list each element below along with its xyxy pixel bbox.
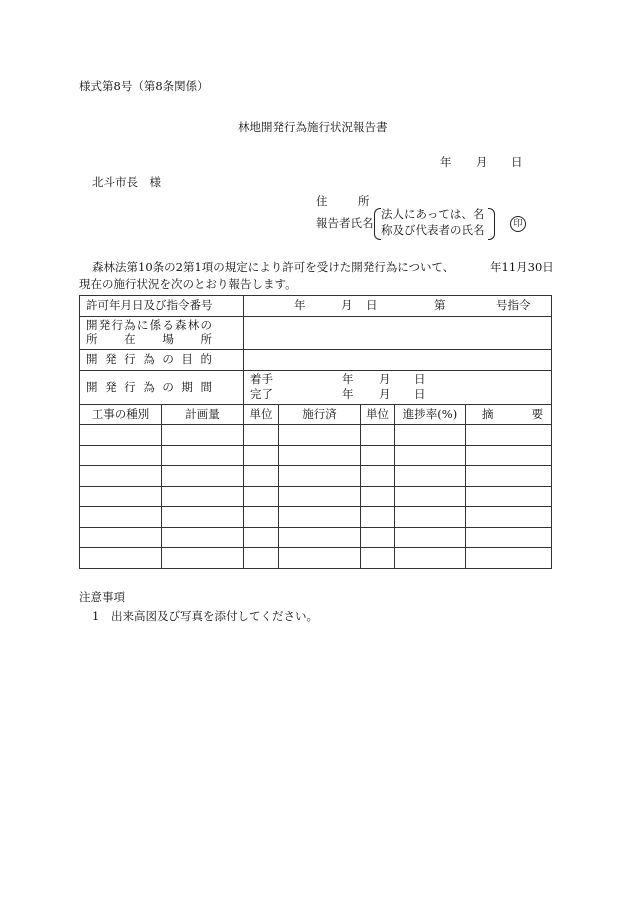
table-row [80,548,552,569]
table-cell[interactable] [361,466,395,487]
body-text-line1: 森林法第10条の2第1項の規定により許可を受けた開発行為について、 [92,260,455,274]
note-text: 出来高図及び写真を添付してください。 [110,609,318,623]
col-remarks-1: 摘 [482,406,494,421]
table-cell[interactable] [279,548,361,569]
purpose-label: 開 発 行 為 の 目 的 [86,352,212,367]
date-month: 月 [476,155,488,169]
table-row [80,425,552,446]
table-cell[interactable] [361,487,395,507]
table-cell[interactable] [244,446,279,466]
table-cell[interactable] [395,425,466,446]
table-cell[interactable] [395,507,466,528]
period-value-cell [244,371,552,405]
report-table [79,295,552,569]
table-cell[interactable] [162,507,244,528]
table-cell[interactable] [162,425,244,446]
table-cell[interactable] [80,507,162,528]
table-cell[interactable] [80,446,162,466]
table-cell[interactable] [361,425,395,446]
table-cell[interactable] [466,507,552,528]
table-cell[interactable] [244,528,279,548]
notes-title: 注意事項 [79,590,125,604]
table-cell[interactable] [279,446,361,466]
table-cell[interactable] [395,466,466,487]
start-day: 日 [414,372,426,386]
body-text-line2: 現在の施行状況を次のとおり報告します。 [79,277,297,291]
col-remarks [466,405,552,425]
left-bracket [374,208,381,240]
table-row [80,528,552,548]
location-label-cell [80,317,244,350]
location-row [80,317,552,350]
col-work-type: 工事の種別 [80,405,162,425]
end-label: 完了 [250,387,273,401]
col-remarks-2: 要 [531,406,544,421]
table-cell[interactable] [361,507,395,528]
table-cell[interactable] [395,446,466,466]
permit-label-cell [80,296,244,317]
period-label-cell [80,371,244,405]
address-label-2: 所 [358,194,370,208]
address-label-1: 住 [316,194,328,208]
permit-row [80,296,552,317]
table-cell[interactable] [395,548,466,569]
form-number: 様式第8号（第8条関係） [79,79,209,93]
permit-label: 許可年月日及び指令番号 [86,298,213,313]
table-cell[interactable] [162,548,244,569]
note-item-1 [92,610,318,624]
addressee: 北斗市長 様 [92,175,161,189]
table-cell[interactable] [466,466,552,487]
table-cell[interactable] [80,487,162,507]
purpose-value-cell [244,350,552,371]
period-label: 開 発 行 為 の 期 間 [86,379,212,394]
col-unit-2: 単位 [361,405,395,425]
right-bracket [488,208,495,240]
col-unit-1: 単位 [244,405,279,425]
corp-note-line1: 法人にあっては、名 [381,207,485,221]
permit-go: 号指令 [496,298,531,312]
table-cell[interactable] [244,487,279,507]
table-cell[interactable] [279,528,361,548]
date-day: 日 [511,155,523,169]
table-row [80,446,552,466]
table-cell[interactable] [80,548,162,569]
note-number: 1 [92,609,100,623]
col-planned-amount: 計画量 [162,405,244,425]
start-year: 年 [342,372,354,386]
permit-day: 日 [366,298,378,312]
table-cell[interactable] [466,528,552,548]
table-cell[interactable] [466,548,552,569]
table-cell[interactable] [244,507,279,528]
table-cell[interactable] [361,548,395,569]
location-value-cell [244,317,552,350]
table-cell[interactable] [279,425,361,446]
body-text-date: 年11月30日 [490,260,554,274]
seal-mark: 印 [510,216,526,232]
end-month: 月 [379,387,391,401]
table-cell[interactable] [244,425,279,446]
permit-value-cell [244,296,552,317]
table-cell[interactable] [162,528,244,548]
end-year: 年 [342,387,354,401]
start-month: 月 [379,372,391,386]
table-cell[interactable] [80,528,162,548]
corp-note-line2: 称及び代表者の氏名 [381,223,485,237]
table-cell[interactable] [279,487,361,507]
col-progress-rate: 進捗率(%) [395,405,466,425]
table-cell[interactable] [361,528,395,548]
table-row [80,487,552,507]
table-cell[interactable] [395,487,466,507]
table-cell[interactable] [279,466,361,487]
permit-dai: 第 [434,298,446,312]
location-label-line1: 開 発 行 為 に 係 る 森 林 の [86,318,212,333]
table-cell[interactable] [244,466,279,487]
column-header-row [80,405,552,425]
table-cell[interactable] [466,487,552,507]
table-cell[interactable] [162,487,244,507]
end-day: 日 [414,387,426,401]
table-cell[interactable] [162,466,244,487]
purpose-label-cell [80,350,244,371]
col-completed: 施行済 [279,405,361,425]
table-row [80,507,552,528]
page-title: 林地開発行為施行状況報告書 [238,120,388,134]
table-cell[interactable] [244,548,279,569]
reporter-name-label: 報告者氏名 [316,216,374,230]
permit-year: 年 [294,298,306,312]
period-row [80,371,552,405]
table-cell[interactable] [395,528,466,548]
start-label: 着手 [250,372,273,386]
table-cell[interactable] [466,446,552,466]
table-cell[interactable] [80,466,162,487]
table-cell[interactable] [279,507,361,528]
table-cell[interactable] [162,446,244,466]
date-year: 年 [440,155,452,169]
table-cell[interactable] [361,446,395,466]
table-cell[interactable] [80,425,162,446]
permit-month: 月 [341,298,353,312]
table-cell[interactable] [466,425,552,446]
table-row [80,466,552,487]
purpose-row [80,350,552,371]
location-label-line2: 所 在 場 所 [86,332,212,346]
